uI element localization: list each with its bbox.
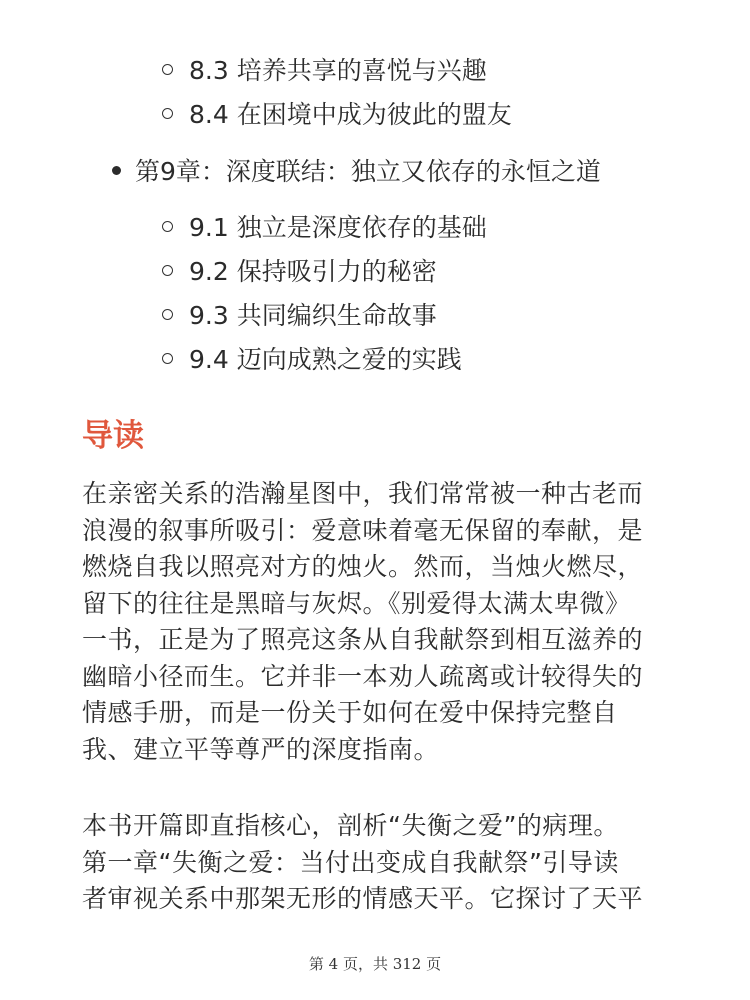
toc-chapter-9[interactable] (112, 156, 601, 188)
toc-chapter-label: 第9章：深度联结：独立又依存的永恒之道 (135, 157, 601, 186)
toc-item-9-4[interactable] (162, 344, 462, 376)
section-heading: 导读 (82, 418, 144, 454)
toc-item-label: 9.1 独立是深度依存的基础 (189, 213, 487, 242)
page-number-footer: 第 4 页，共 312 页 (308, 955, 442, 973)
toc-item-9-2[interactable] (162, 256, 437, 288)
toc-item-8-4[interactable] (162, 99, 512, 131)
toc-item-label: 9.4 迈向成熟之爱的实践 (189, 345, 462, 374)
hollow-bullet-icon (162, 265, 173, 276)
paragraph-line: 第一章“失衡之爱：当付出变成自我献祭”引导读 (82, 847, 619, 877)
paragraph-line: 本书开篇即直指核心，剖析“失衡之爱”的病理。 (82, 811, 619, 840)
toc-item-label: 8.4 在困境中成为彼此的盟友 (189, 100, 512, 129)
toc-item-8-3[interactable] (162, 55, 487, 87)
hollow-bullet-icon (162, 64, 173, 75)
toc-item-9-3[interactable] (162, 300, 437, 332)
paragraph-line: 浪漫的叙事所吸引：爱意味着毫无保留的奉献，是 (82, 515, 644, 545)
toc-item-label: 9.3 共同编织生命故事 (189, 301, 437, 330)
paragraph-line: 情感手册，而是一份关于如何在爱中保持完整自 (82, 698, 618, 727)
paragraph-line: 我、建立平等尊严的深度指南。 (82, 734, 440, 764)
intro-paragraph-1 (82, 476, 682, 768)
hollow-bullet-icon (162, 221, 173, 232)
filled-bullet-icon (112, 166, 121, 175)
toc-item-9-1[interactable] (162, 212, 487, 244)
toc-item-label: 8.3 培养共享的喜悦与兴趣 (189, 56, 487, 85)
paragraph-line: 燃烧自我以照亮对方的烛火。然而，当烛火燃尽， (82, 552, 644, 581)
paragraph-line: 者审视关系中那架无形的情感天平。它探讨了天平 (82, 884, 644, 913)
paragraph-line: 留下的往往是黑暗与灰烬。《别爱得太满太卑微》 (82, 588, 631, 618)
paragraph-line: 幽暗小径而生。它并非一本劝人疏离或计较得失的 (82, 661, 644, 691)
hollow-bullet-icon (162, 108, 173, 119)
paragraph-line: 一书，正是为了照亮这条从自我献祭到相互滋养的 (82, 625, 644, 654)
paragraph-line: 在亲密关系的浩瀚星图中，我们常常被一种古老而 (82, 479, 644, 508)
toc-item-label: 9.2 保持吸引力的秘密 (189, 257, 437, 286)
hollow-bullet-icon (162, 309, 173, 320)
hollow-bullet-icon (162, 353, 173, 364)
intro-paragraph-2 (82, 808, 682, 918)
